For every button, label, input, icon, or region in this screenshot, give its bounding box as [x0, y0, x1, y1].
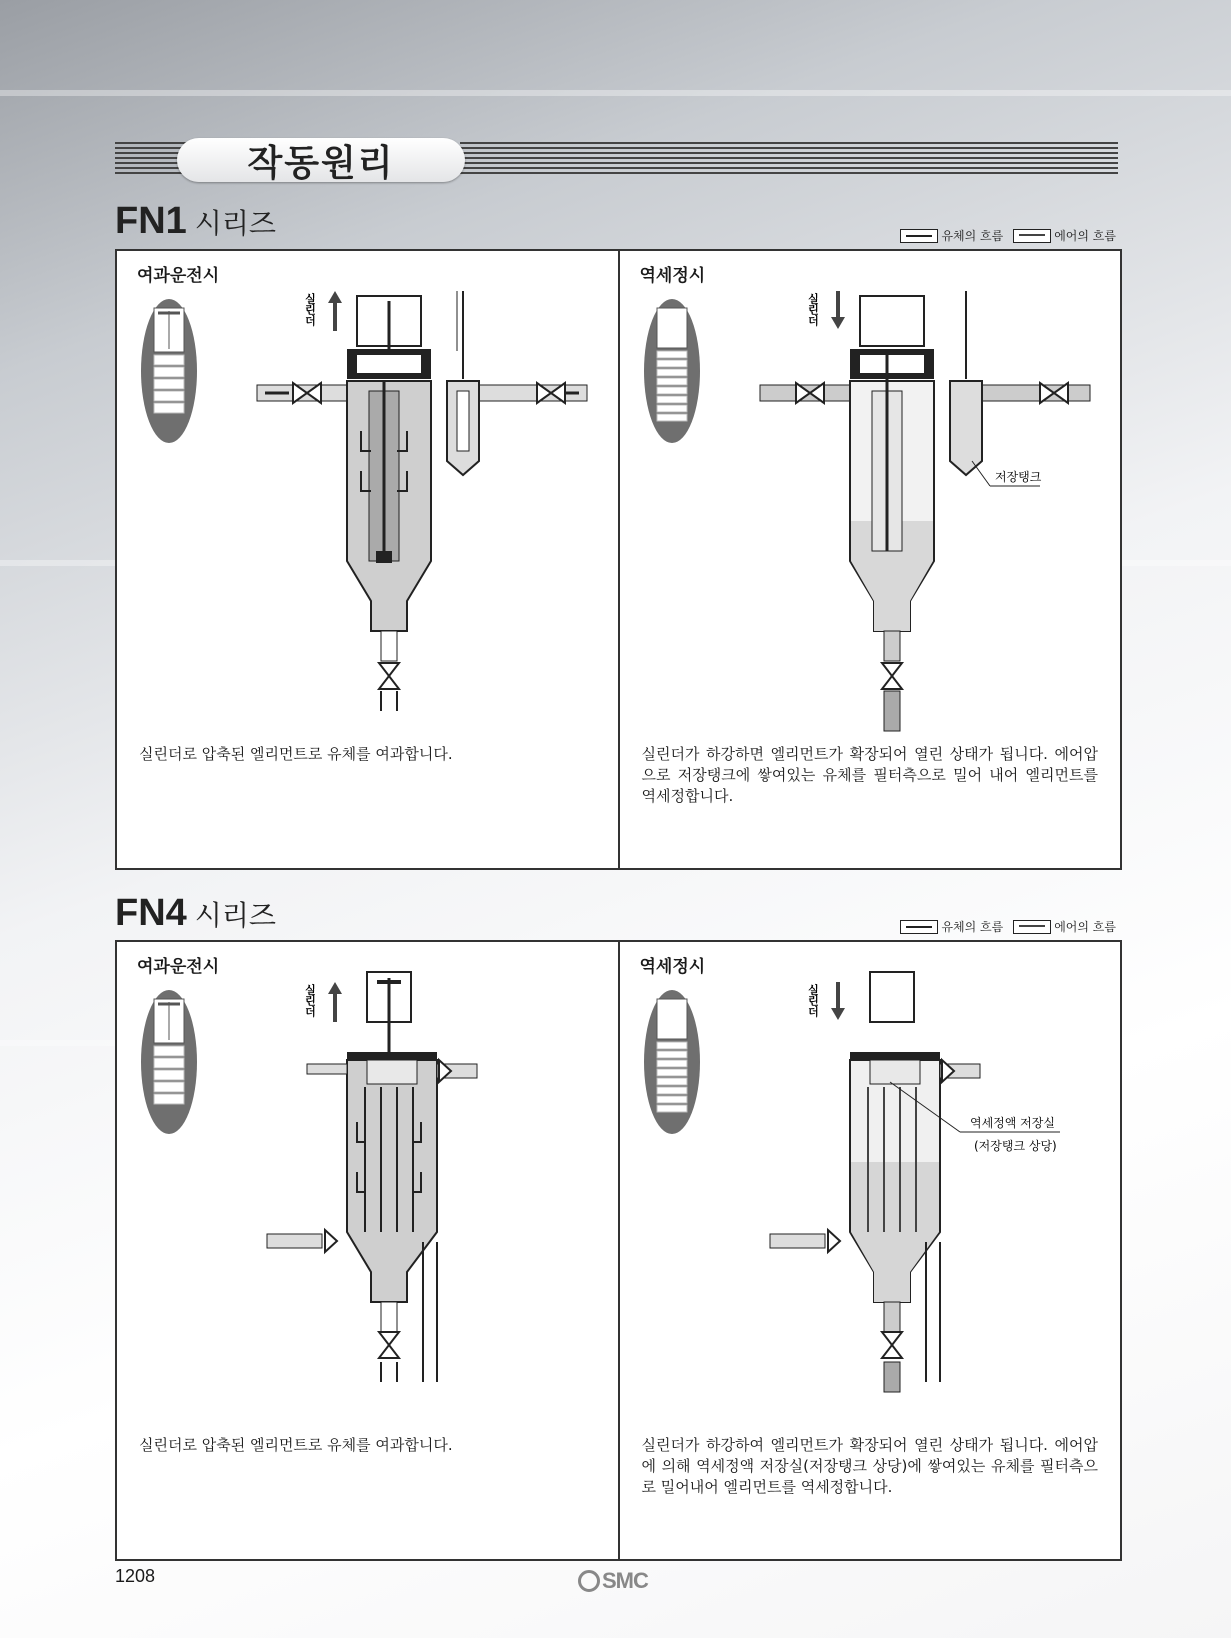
fn4-backwash-callout-line2: (저장탱크 상당): [973, 1139, 1057, 1153]
air-flow-swatch: [1013, 229, 1051, 243]
fn1-suffix: 시리즈: [194, 207, 276, 240]
fn4-legend: [900, 918, 1116, 935]
fn1-backwash-callout: 저장탱크: [994, 470, 1041, 484]
section-title-bar: [115, 138, 1118, 182]
fn1-legend: [900, 227, 1116, 244]
fn4-code: FN4: [115, 892, 187, 934]
fluid-flow-swatch: [900, 920, 938, 934]
fn4-backwash-panel: [618, 942, 1121, 1559]
fn4-filtering-panel: [117, 942, 618, 1559]
fn1-code: FN1: [115, 200, 187, 242]
air-flow-label: 에어의 흐름: [1054, 229, 1116, 243]
smc-logo: [578, 1568, 648, 1594]
page-number: 1208: [115, 1566, 156, 1586]
fn4-backwash-callout-line1: 역세정액 저장실: [969, 1116, 1055, 1130]
fn1-backwash-description: 실린더가 하강하면 엘리먼트가 확장되어 열린 상태가 됩니다. 에어압으로 저장탱크에 쌓여있는 유체를 필터측으로 밀어 내어 엘리먼트를 역세정합니다.: [641, 745, 1098, 805]
section-title: 작동원리: [177, 138, 465, 182]
fn4-backwash-cylinder-label: 실린더: [806, 984, 819, 1017]
fluid-flow-label: 유체의 흐름: [941, 920, 1004, 934]
fn1-filtering-description: 실린더로 압축된 엘리먼트로 유체를 여과합니다.: [139, 745, 453, 763]
fn4-filtering-label: 여과운전시: [137, 957, 220, 977]
fluid-flow-label: 유체의 흐름: [941, 229, 1004, 243]
title-rule-right: [460, 142, 1118, 176]
fn4-filtering-cylinder-label: 실린더: [303, 984, 317, 1017]
fn1-series-title: [115, 200, 276, 243]
brand-name: SMC: [602, 1568, 648, 1593]
air-flow-swatch: [1013, 920, 1051, 934]
air-flow-label: 에어의 흐름: [1054, 920, 1116, 934]
fn4-backwash-label: 역세정시: [639, 957, 706, 977]
fn1-filtering-diagram: [117, 251, 617, 868]
fn1-backwash-panel: [618, 251, 1121, 868]
fn1-panel-box: [115, 249, 1122, 870]
fn1-filtering-cylinder-label: 실린더: [303, 293, 317, 326]
fn4-filtering-description: 실린더로 압축된 엘리먼트로 유체를 여과합니다.: [139, 1436, 453, 1454]
fn4-suffix: 시리즈: [194, 899, 276, 932]
fn1-filtering-label: 여과운전시: [137, 266, 220, 286]
fn1-backwash-label: 역세정시: [639, 266, 706, 286]
fn1-backwash-cylinder-label: 실린더: [806, 293, 819, 326]
fn1-filtering-panel: [117, 251, 618, 868]
fluid-flow-swatch: [900, 229, 938, 243]
fn4-series-title: [115, 892, 276, 935]
fn4-panel-box: [115, 940, 1122, 1561]
fn4-backwash-description: 실린더가 하강하여 엘리먼트가 확장되어 열린 상태가 됩니다. 에어압에 의해 역세정액 저장실(저장탱크 상당)에 쌓여있는 유체를 필터측으로 밀어내어 엘리먼트를 역세정합니다.: [641, 1436, 1098, 1496]
fn4-filtering-diagram: [117, 942, 617, 1559]
smc-logo-icon: [578, 1570, 600, 1592]
